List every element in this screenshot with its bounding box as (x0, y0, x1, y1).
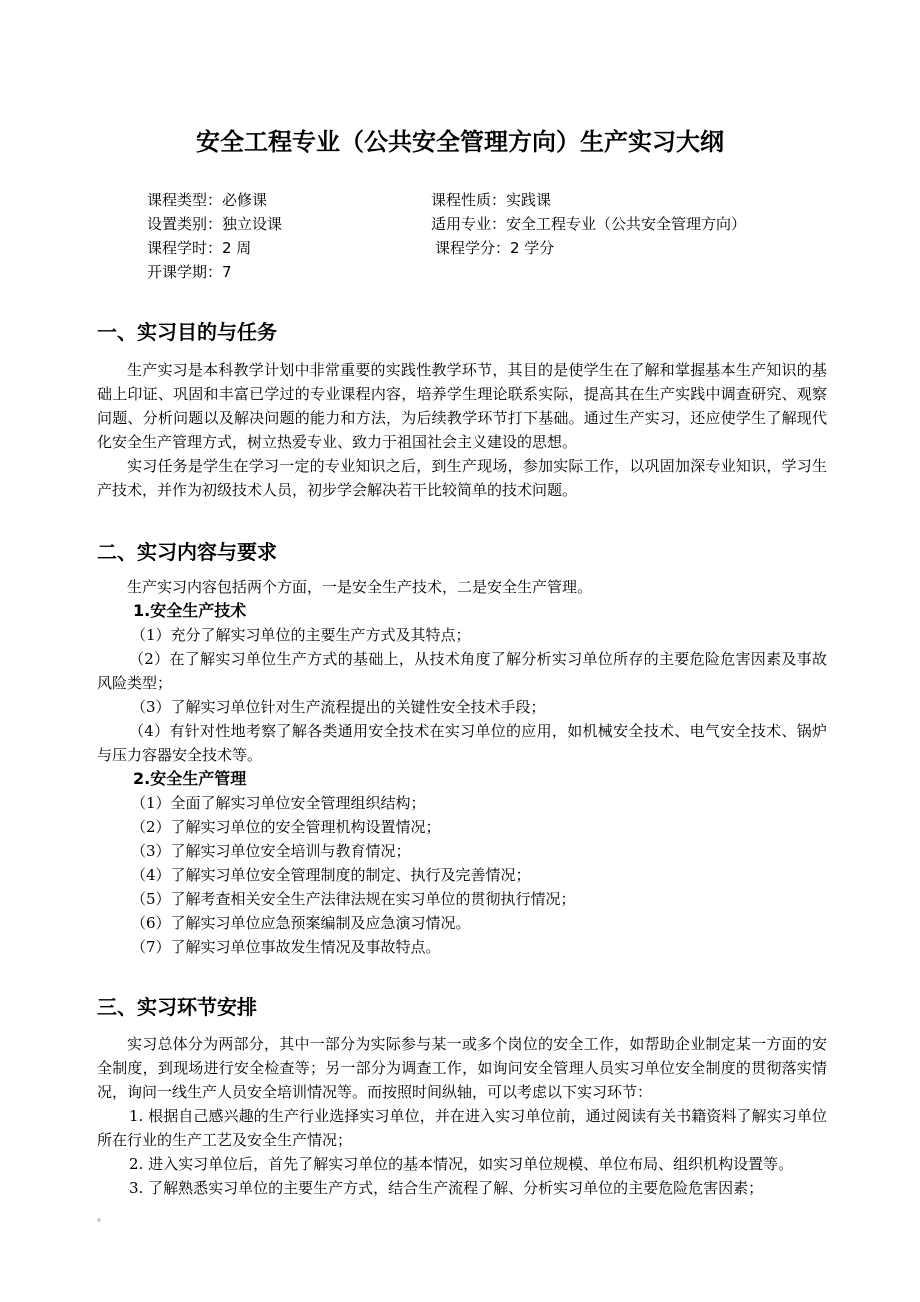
section1-paragraph: 生产实习是本科教学计划中非常重要的实践性教学环节，其目的是使学生在了解和掌握基本生产知识的基础上印证、巩固和丰富已学过的专业课程内容，培养学生理论联系实际，提高其在生产实践中调查研究、观察问题、分析问题以及解决问题的能力和方法，为后续教学环节打下基础。通过生产实习，还应使学生了解现代化安全生产管理方式，树立热爱专业、致力于祖国社会主义建设的思想。 (97, 361, 827, 451)
step-item: 1. 根据自己感兴趣的生产行业选择实习单位，并在进入实习单位前，通过阅读有关书籍资料了解实习单位所在行业的生产工艺及安全生产情况； (97, 1107, 827, 1149)
step-item: 2. 进入实习单位后，首先了解实习单位的基本情况，如实习单位规模、单位布局、组织机构设置等。 (129, 1155, 794, 1173)
section2-intro: 生产实习内容包括两个方面，一是安全生产技术，二是安全生产管理。 (127, 578, 593, 596)
page-mark (97, 1218, 101, 1222)
course-meta (147, 188, 827, 284)
list-item: （5）了解考查相关安全生产法律法规在实习单位的贯彻执行情况； (131, 890, 576, 908)
list-item: （3）了解实习单位安全培训与教育情况； (131, 842, 411, 860)
course-category: 设置类别：独立设课 (147, 215, 283, 233)
list-item: （3）了解实习单位针对生产流程提出的关键性安全技术手段； (131, 698, 546, 716)
applicable-major: 适用专业：安全工程专业（公共安全管理方向） (431, 215, 747, 233)
course-hours: 课程学时：2 周 (147, 239, 252, 257)
section2-body (97, 575, 827, 959)
list-item: （2）了解实习单位的安全管理机构设置情况； (131, 818, 441, 836)
list-item: （6）了解实习单位应急预案编制及应急演习情况。 (131, 914, 471, 932)
course-credits: 课程学分：2 学分 (435, 239, 555, 257)
section3-intro: 实习总体分为两部分，其中一部分为实际参与某一或多个岗位的安全工作，如帮助企业制定某一方面的安全制度，到现场进行安全检查等；另一部分为调查工作，如询问安全管理人员实习单位安全制度的贯彻落实情况，询问一线生产人员安全培训情况等。而按照时间纵轴，可以考虑以下实习环节： (97, 1035, 827, 1101)
list-item: （4）有针对性地考察了解各类通用安全技术在实习单位的应用，如机械安全技术、电气安全技术、锅炉与压力容器安全技术等。 (97, 722, 827, 764)
section1-body (97, 358, 827, 502)
list-item: （1）全面了解实习单位安全管理组织结构； (131, 794, 426, 812)
section3-body (97, 1032, 827, 1200)
list-item: （4）了解实习单位安全管理制度的制定、执行及完善情况； (131, 866, 531, 884)
document-title: 安全工程专业（公共安全管理方向）生产实习大纲 (196, 128, 724, 156)
list-item: （7）了解实习单位事故发生情况及事故特点。 (131, 938, 441, 956)
subheading-tech: 1.安全生产技术 (133, 601, 247, 620)
section1-paragraph: 实习任务是学生在学习一定的专业知识之后，到生产现场，参加实际工作，以巩固加深专业知识，学习生产技术，并作为初级技术人员，初步学会解决若干比较简单的技术问题。 (97, 457, 827, 499)
course-type: 课程类型：必修课 (147, 191, 268, 209)
subheading-mgmt: 2.安全生产管理 (133, 769, 247, 788)
step-item: 3. 了解熟悉实习单位的主要生产方式，结合生产流程了解、分析实习单位的主要危险危害因素； (129, 1179, 764, 1197)
course-semester: 开课学期：7 (147, 263, 232, 281)
section2-heading: 二、实习内容与要求 (97, 540, 277, 564)
list-item: （2）在了解实习单位生产方式的基础上，从技术角度了解分析实习单位所存的主要危险危害因素及事故风险类型； (97, 650, 827, 692)
list-item: （1）充分了解实习单位的主要生产方式及其特点； (131, 626, 471, 644)
course-nature: 课程性质：实践课 (431, 191, 552, 209)
section3-heading: 三、实习环节安排 (97, 995, 257, 1019)
section1-heading: 一、实习目的与任务 (97, 320, 277, 344)
